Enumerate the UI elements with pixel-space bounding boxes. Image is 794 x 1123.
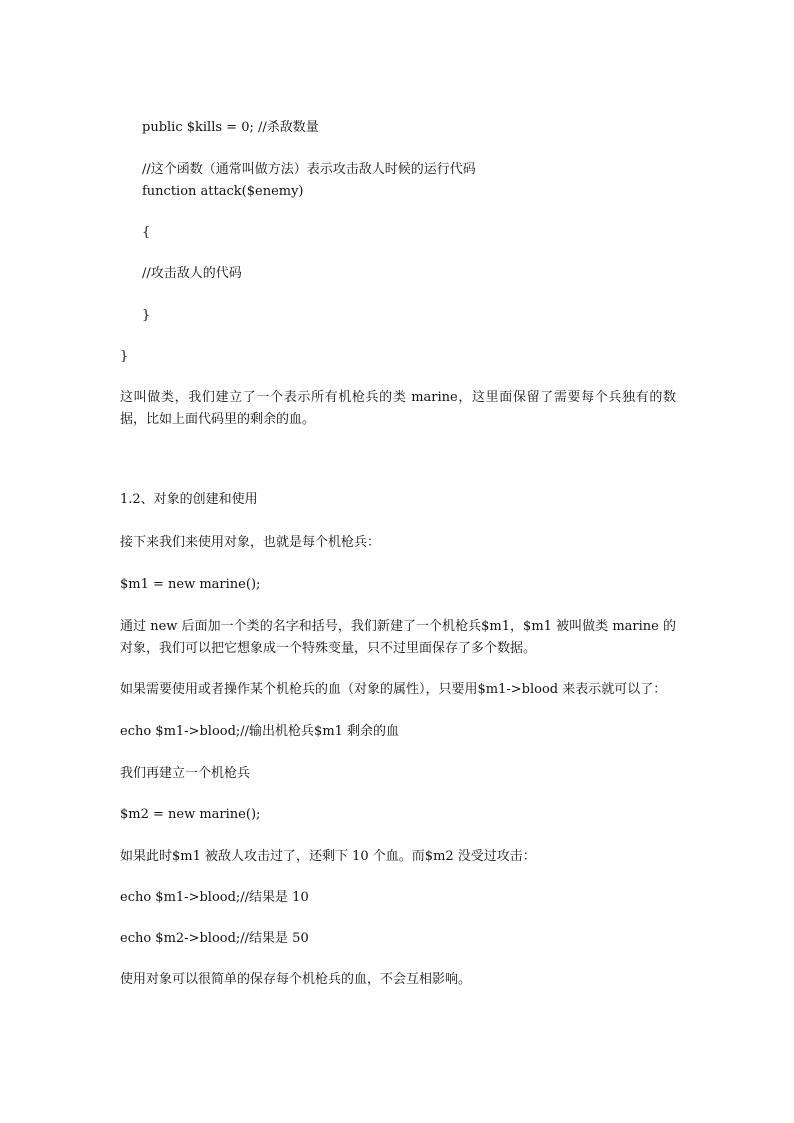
code-echo-m1: echo $m1->blood;//输出机枪兵$m1 剩余的血 xyxy=(120,724,400,739)
code-echo-m2-result: echo $m2->blood;//结果是 50 xyxy=(120,931,309,946)
code-close-brace-inner: } xyxy=(142,308,151,323)
code-comment-attack: //这个函数（通常叫做方法）表示攻击敌人时候的运行代码 xyxy=(142,162,476,177)
code-body-comment: //攻击敌人的代码 xyxy=(142,266,242,281)
paragraph-attack-desc: 如果此时$m1 被敌人攻击过了，还剩下 10 个血。而$m2 没受过攻击： xyxy=(120,849,536,864)
paragraph-access-desc: 如果需要使用或者操作某个机枪兵的血（对象的属性），只要用$m1->blood 来表示就可以了： xyxy=(120,682,667,697)
paragraph-class-desc: 这叫做类，我们建立了一个表示所有机枪兵的类 marine，这里面保留了需要每个兵独有的数据，比如上面代码里的剩余的血。 xyxy=(120,390,676,427)
code-m2: $m2 = new marine(); xyxy=(120,807,261,822)
section-title: 1.2、对象的创建和使用 xyxy=(120,492,258,507)
code-echo-m1-result: echo $m1->blood;//结果是 10 xyxy=(120,890,309,905)
code-close-brace-outer: } xyxy=(120,349,129,364)
paragraph-new-desc: 通过 new 后面加一个类的名字和括号，我们新建了一个机枪兵$m1，$m1 被叫做类 marine 的对象，我们可以把它想象成一个特殊变量，只不过里面保存了多个数据。 xyxy=(120,619,676,656)
code-function-signature: function attack($enemy) xyxy=(142,184,304,199)
code-open-brace: { xyxy=(142,225,151,240)
paragraph-intro: 接下来我们来使用对象，也就是每个机枪兵： xyxy=(120,535,381,550)
code-m1: $m1 = new marine(); xyxy=(120,577,261,592)
paragraph-create-m2: 我们再建立一个机枪兵 xyxy=(120,766,251,781)
paragraph-conclusion: 使用对象可以很简单的保存每个机枪兵的血，不会互相影响。 xyxy=(120,972,472,987)
code-kills-line: public $kills = 0; //杀敌数量 xyxy=(142,120,319,135)
